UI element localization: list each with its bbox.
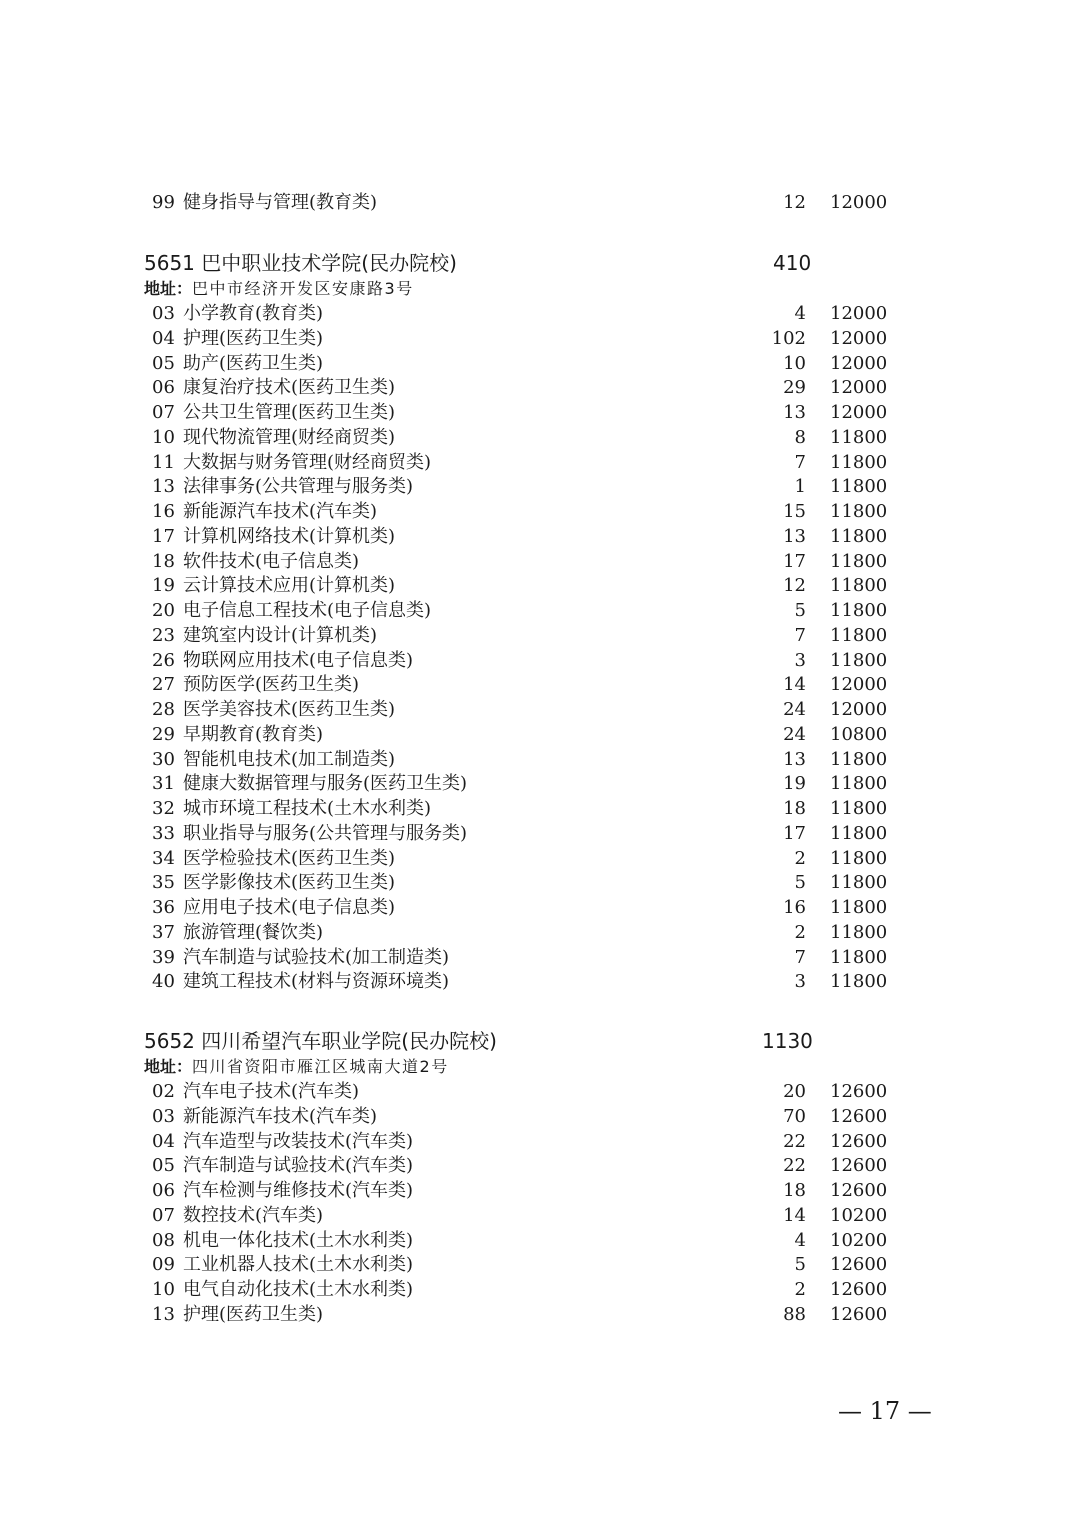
major-name: 汽车电子技术(汽车类) bbox=[183, 1081, 360, 1102]
major-code: 10 bbox=[152, 1279, 175, 1300]
enrollment-count: 5 bbox=[794, 600, 806, 621]
table-row bbox=[152, 821, 892, 846]
tuition-fee: 11800 bbox=[830, 921, 888, 943]
table-row bbox=[152, 425, 892, 450]
major-name: 健身指导与管理(教育类) bbox=[183, 192, 378, 213]
table-row bbox=[152, 474, 892, 499]
enrollment-count: 4 bbox=[794, 1229, 806, 1251]
tuition-fee: 11800 bbox=[830, 476, 888, 498]
enrollment-count: 88 bbox=[783, 1303, 806, 1325]
major-code: 05 bbox=[152, 1155, 175, 1177]
tuition-fee: 12000 bbox=[830, 699, 888, 720]
major-code: 33 bbox=[152, 822, 175, 844]
enrollment-count: 22 bbox=[783, 1130, 806, 1152]
major-code: 99 bbox=[152, 192, 175, 213]
tuition-fee: 11800 bbox=[830, 649, 888, 671]
table-row bbox=[152, 573, 892, 598]
major-code: 06 bbox=[152, 1180, 175, 1201]
enrollment-count: 12 bbox=[783, 192, 806, 213]
major-name: 建筑工程技术(材料与资源环境类) bbox=[183, 971, 450, 993]
major-code: 17 bbox=[152, 525, 175, 547]
major-name: 计算机网络技术(计算机类) bbox=[183, 525, 396, 547]
table-row bbox=[152, 1104, 892, 1129]
tuition-fee: 12000 bbox=[830, 377, 888, 399]
address-text: 巴中市经济开发区安康路3号 bbox=[192, 279, 414, 298]
table-row bbox=[152, 945, 892, 970]
major-name: 护理(医药卫生类) bbox=[183, 327, 324, 349]
tuition-fee: 12000 bbox=[830, 192, 888, 213]
major-code: 03 bbox=[152, 303, 175, 324]
enrollment-count: 18 bbox=[783, 1180, 806, 1201]
major-code: 32 bbox=[152, 798, 175, 819]
major-name: 工业机器人技术(土木水利类) bbox=[183, 1254, 414, 1276]
enrollment-count: 14 bbox=[783, 674, 806, 696]
table-row bbox=[152, 1079, 892, 1104]
major-code: 20 bbox=[152, 600, 175, 621]
major-name: 大数据与财务管理(财经商贸类) bbox=[183, 451, 432, 473]
table-row bbox=[152, 1129, 892, 1154]
major-name: 健康大数据管理与服务(医药卫生类) bbox=[183, 773, 468, 795]
tuition-fee: 11800 bbox=[830, 971, 888, 993]
tuition-fee: 11800 bbox=[830, 624, 888, 646]
major-code: 30 bbox=[152, 748, 175, 770]
table-row bbox=[152, 672, 892, 697]
address-label: 地址： bbox=[144, 279, 193, 298]
table-row bbox=[152, 1252, 892, 1277]
enrollment-count: 8 bbox=[794, 426, 806, 448]
school-address bbox=[144, 277, 414, 301]
tuition-fee: 10200 bbox=[830, 1204, 888, 1226]
table-row bbox=[152, 969, 892, 994]
enrollment-count: 13 bbox=[783, 525, 806, 547]
school-address bbox=[144, 1055, 449, 1079]
tuition-fee: 11800 bbox=[830, 575, 888, 597]
table-row bbox=[152, 450, 892, 475]
tuition-fee: 12600 bbox=[830, 1130, 888, 1152]
tuition-fee: 10200 bbox=[830, 1229, 888, 1251]
tuition-fee: 11800 bbox=[830, 451, 888, 473]
table-row bbox=[152, 846, 892, 871]
enrollment-count: 19 bbox=[783, 773, 806, 795]
tuition-fee: 11800 bbox=[830, 525, 888, 547]
table-row bbox=[152, 697, 892, 722]
table-row bbox=[152, 920, 892, 945]
major-name: 医学检验技术(医药卫生类) bbox=[183, 847, 396, 869]
address-label: 地址： bbox=[144, 1057, 193, 1076]
enrollment-count: 3 bbox=[794, 649, 806, 671]
table-row bbox=[152, 1277, 892, 1302]
enrollment-count: 2 bbox=[794, 921, 806, 943]
table-row bbox=[152, 771, 892, 796]
major-name: 公共卫生管理(医药卫生类) bbox=[183, 402, 396, 423]
major-code: 26 bbox=[152, 649, 175, 671]
table-row bbox=[152, 400, 892, 425]
school-code: 5652 bbox=[144, 1029, 195, 1053]
table-row bbox=[152, 1228, 892, 1253]
major-code: 19 bbox=[152, 575, 175, 597]
enrollment-count: 7 bbox=[794, 946, 806, 968]
tuition-fee: 12000 bbox=[830, 352, 888, 374]
major-name: 汽车造型与改装技术(汽车类) bbox=[183, 1130, 414, 1152]
major-name: 医学影像技术(医药卫生类) bbox=[183, 872, 396, 894]
school-name: 四川希望汽车职业学院(民办院校) bbox=[201, 1029, 497, 1053]
major-code: 07 bbox=[152, 1204, 175, 1226]
school-plan-total: 410 bbox=[773, 251, 812, 275]
major-name: 助产(医药卫生类) bbox=[183, 352, 324, 374]
enrollment-count: 7 bbox=[794, 624, 806, 646]
major-code: 18 bbox=[152, 550, 175, 572]
major-name: 康复治疗技术(医药卫生类) bbox=[183, 377, 396, 399]
major-name: 机电一体化技术(土木水利类) bbox=[183, 1229, 414, 1251]
enrollment-count: 12 bbox=[783, 575, 806, 597]
enrollment-count: 2 bbox=[794, 847, 806, 869]
tuition-fee: 11800 bbox=[830, 748, 888, 770]
tuition-fee: 11800 bbox=[830, 501, 888, 522]
major-name: 物联网应用技术(电子信息类) bbox=[183, 649, 414, 671]
tuition-fee: 12600 bbox=[830, 1155, 888, 1177]
enrollment-count: 102 bbox=[771, 327, 806, 349]
major-code: 11 bbox=[152, 451, 175, 473]
enrollment-count: 3 bbox=[794, 971, 806, 993]
enrollment-count: 18 bbox=[783, 798, 806, 819]
school-name: 巴中职业技术学院(民办院校) bbox=[201, 251, 457, 275]
major-name: 汽车制造与试验技术(汽车类) bbox=[183, 1155, 414, 1177]
tuition-fee: 11800 bbox=[830, 773, 888, 795]
page-number: — 17 — bbox=[838, 1397, 932, 1425]
table-row bbox=[152, 747, 892, 772]
enrollment-count: 24 bbox=[783, 699, 806, 720]
major-code: 37 bbox=[152, 921, 175, 943]
tuition-fee: 11800 bbox=[830, 798, 888, 819]
tuition-fee: 12600 bbox=[830, 1180, 888, 1201]
table-row bbox=[152, 895, 892, 920]
major-name: 软件技术(电子信息类) bbox=[183, 550, 360, 572]
table-row bbox=[152, 1203, 892, 1228]
enrollment-count: 22 bbox=[783, 1155, 806, 1177]
table-row bbox=[152, 870, 892, 895]
major-code: 27 bbox=[152, 674, 175, 696]
major-code: 28 bbox=[152, 699, 175, 720]
major-code: 10 bbox=[152, 426, 175, 448]
enrollment-count: 17 bbox=[783, 550, 806, 572]
major-name: 新能源汽车技术(汽车类) bbox=[183, 1105, 378, 1127]
tuition-fee: 11800 bbox=[830, 872, 888, 894]
table-row bbox=[152, 623, 892, 648]
table-row bbox=[152, 326, 892, 351]
table-row bbox=[152, 351, 892, 376]
major-code: 04 bbox=[152, 1130, 175, 1152]
enrollment-count: 5 bbox=[794, 1254, 806, 1276]
major-name: 应用电子技术(电子信息类) bbox=[183, 897, 396, 918]
school-header bbox=[144, 249, 844, 277]
major-name: 职业指导与服务(公共管理与服务类) bbox=[183, 822, 468, 844]
table-row bbox=[152, 301, 892, 326]
enrollment-count: 15 bbox=[783, 501, 806, 522]
table-row bbox=[152, 796, 892, 821]
major-code: 06 bbox=[152, 377, 175, 399]
major-code: 13 bbox=[152, 476, 175, 498]
major-code: 36 bbox=[152, 897, 175, 918]
major-name: 数控技术(汽车类) bbox=[183, 1204, 324, 1226]
tuition-fee: 11800 bbox=[830, 600, 888, 621]
enrollment-count: 7 bbox=[794, 451, 806, 473]
tuition-fee: 10800 bbox=[830, 723, 888, 745]
major-name: 电子信息工程技术(电子信息类) bbox=[183, 600, 432, 621]
major-code: 40 bbox=[152, 971, 175, 993]
table-row bbox=[152, 524, 892, 549]
major-name: 城市环境工程技术(土木水利类) bbox=[183, 798, 432, 819]
tuition-fee: 12600 bbox=[830, 1105, 888, 1127]
major-name: 汽车检测与维修技术(汽车类) bbox=[183, 1180, 414, 1201]
enrollment-count: 13 bbox=[783, 748, 806, 770]
tuition-fee: 12000 bbox=[830, 402, 888, 423]
enrollment-count: 29 bbox=[783, 377, 806, 399]
major-code: 09 bbox=[152, 1254, 175, 1276]
enrollment-count: 10 bbox=[783, 352, 806, 374]
enrollment-count: 24 bbox=[783, 723, 806, 745]
table-row bbox=[152, 1302, 892, 1327]
major-name: 新能源汽车技术(汽车类) bbox=[183, 501, 378, 522]
tuition-fee: 11800 bbox=[830, 897, 888, 918]
major-name: 法律事务(公共管理与服务类) bbox=[183, 476, 414, 498]
tuition-fee: 12600 bbox=[830, 1254, 888, 1276]
major-code: 03 bbox=[152, 1105, 175, 1127]
table-row bbox=[152, 1178, 892, 1203]
major-code: 35 bbox=[152, 872, 175, 894]
major-code: 13 bbox=[152, 1303, 175, 1325]
major-name: 预防医学(医药卫生类) bbox=[183, 674, 360, 696]
major-code: 31 bbox=[152, 773, 175, 795]
tuition-fee: 11800 bbox=[830, 426, 888, 448]
table-row bbox=[152, 499, 892, 524]
tuition-fee: 11800 bbox=[830, 550, 888, 572]
school-plan-total: 1130 bbox=[762, 1029, 813, 1053]
major-code: 23 bbox=[152, 624, 175, 646]
major-code: 29 bbox=[152, 723, 175, 745]
major-name: 小学教育(教育类) bbox=[183, 303, 324, 324]
enrollment-count: 17 bbox=[783, 822, 806, 844]
table-row bbox=[152, 549, 892, 574]
enrollment-count: 20 bbox=[783, 1081, 806, 1102]
enrollment-count: 1 bbox=[794, 476, 806, 498]
tuition-fee: 11800 bbox=[830, 822, 888, 844]
tuition-fee: 12000 bbox=[830, 674, 888, 696]
tuition-fee: 12000 bbox=[830, 327, 888, 349]
tuition-fee: 12600 bbox=[830, 1303, 888, 1325]
tuition-fee: 12600 bbox=[830, 1279, 888, 1300]
tuition-fee: 11800 bbox=[830, 847, 888, 869]
major-code: 02 bbox=[152, 1081, 175, 1102]
major-name: 电气自动化技术(土木水利类) bbox=[183, 1279, 414, 1300]
enrollment-count: 16 bbox=[783, 897, 806, 918]
major-code: 07 bbox=[152, 402, 175, 423]
major-name: 建筑室内设计(计算机类) bbox=[183, 624, 378, 646]
address-text: 四川省资阳市雁江区城南大道2号 bbox=[192, 1057, 449, 1076]
enrollment-count: 5 bbox=[794, 872, 806, 894]
enrollment-count: 13 bbox=[783, 402, 806, 423]
table-row bbox=[152, 598, 892, 623]
school-code: 5651 bbox=[144, 251, 195, 275]
table-row bbox=[152, 722, 892, 747]
table-row bbox=[152, 190, 892, 215]
major-name: 护理(医药卫生类) bbox=[183, 1303, 324, 1325]
major-name: 旅游管理(餐饮类) bbox=[183, 921, 324, 943]
major-code: 05 bbox=[152, 352, 175, 374]
enrollment-count: 2 bbox=[794, 1279, 806, 1300]
table-row bbox=[152, 1153, 892, 1178]
major-name: 早期教育(教育类) bbox=[183, 723, 324, 745]
major-name: 智能机电技术(加工制造类) bbox=[183, 748, 396, 770]
major-code: 16 bbox=[152, 501, 175, 522]
table-row bbox=[152, 648, 892, 673]
table-row bbox=[152, 375, 892, 400]
major-name: 云计算技术应用(计算机类) bbox=[183, 575, 396, 597]
enrollment-count: 70 bbox=[783, 1105, 806, 1127]
major-code: 04 bbox=[152, 327, 175, 349]
major-name: 现代物流管理(财经商贸类) bbox=[183, 426, 396, 448]
major-code: 39 bbox=[152, 946, 175, 968]
tuition-fee: 12600 bbox=[830, 1081, 888, 1102]
major-code: 08 bbox=[152, 1229, 175, 1251]
major-code: 34 bbox=[152, 847, 175, 869]
tuition-fee: 11800 bbox=[830, 946, 888, 968]
enrollment-count: 4 bbox=[794, 303, 806, 324]
school-header bbox=[144, 1027, 844, 1055]
major-name: 汽车制造与试验技术(加工制造类) bbox=[183, 946, 450, 968]
major-name: 医学美容技术(医药卫生类) bbox=[183, 699, 396, 720]
tuition-fee: 12000 bbox=[830, 303, 888, 324]
enrollment-count: 14 bbox=[783, 1204, 806, 1226]
